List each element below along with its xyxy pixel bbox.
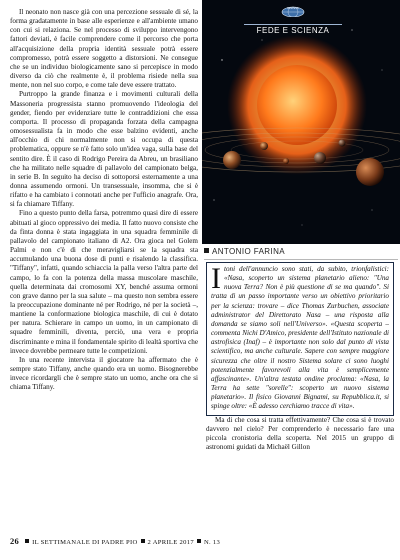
planet bbox=[223, 151, 241, 169]
banner-rule bbox=[244, 24, 342, 25]
drop-cap: I bbox=[211, 262, 221, 295]
page-footer bbox=[10, 536, 390, 548]
issue-date: 2 APRILE 2017 bbox=[147, 539, 194, 546]
planet bbox=[314, 152, 326, 164]
footer-square-icon bbox=[25, 539, 29, 543]
left-paragraph-3: Fino a questo punto della farsa, potremmo quasi dire di essere abituati al gioco oppressivo dei media. Il fatto nuovo consiste che da finta donna è stata ingaggiata in una squadra femminile di pallavolo del campionato italiano di A2. Ora gioca nel Golem Palmi e non c'è di che meravigliarsi se la squadra sta accumulando una buona dose di punti e risalendo la classifica. "Tiffany", infatti, quando schiaccia la palla verso l'altra parte del campo, lo fa con la potenza della massa muscolare maschile, quella determinata dai cromosomi XY, benché assuma ormoni con grave danno per la sua salute – ma questo non sembra essere la preoccupazione dominante né per Rodrigo, né per la società –, mantiene la conformazione biologica maschile, di cui è dotato per natura. Schierare in campo un uomo, in un campionato di squadre femminili, diventa, perciò, una vera e propria discriminante e mina il fondamentale spirito di lealtà sportiva che invece dovrebbe permeare tutte le competizioni. bbox=[10, 209, 198, 355]
planet bbox=[339, 140, 346, 147]
lead-box bbox=[206, 262, 394, 416]
publication-name: IL SETTIMANALE DI PADRE PIO bbox=[32, 539, 138, 546]
banner-small-label: RIVISTA bbox=[287, 6, 299, 10]
byline-square-icon bbox=[204, 248, 209, 253]
left-paragraph-4: In una recente intervista il giocatore ha affermato che è sempre stato Tiffany, anche quando era un uomo. Bisognerebbe invece ricordargli che è sempre stato un uomo, anche ora che si chiama Tiffany. bbox=[10, 355, 198, 392]
right-article-column bbox=[206, 262, 394, 532]
lead-paragraph bbox=[211, 262, 389, 412]
footer-square-icon bbox=[141, 539, 145, 543]
lead-text: toni dell'annuncio sono stati, da subito, trionfalistici: «Nasa, scoperto un sistema planetario alieno: "Una nuova Terra? Non è più questione di se ma quando". Si tratta di un passo importante verso un obiettivo prioritario per la scienza: trovare – dice Thomas Zurbuchen, associate administrator del Direttorato Nasa – una risposta alla domanda se siamo soli nell'Universo». «Questa scoperta – commenta Nichi D'Amico, presidente dell'Istituto nazionale di astrofisica (Inaf) – è importante non solo dal punto di vista scientifico, ma anche culturale. Sapere con sempre maggiore sicurezza che oltre il nostro Sistema solare ci sono luoghi potenzialmente favorevoli alla vita è semplicemente affascinante». Un'altra testata ondine proclama: «Nasa, la Terra ha sette "sorelle": scoperto un nuovo sistema planetario». Il fisico Giovanni Bignami, su Repubblica.it, si spinge oltre: «È adesso cerchiamo tracce di vita». bbox=[211, 265, 389, 411]
author-name: ANTONIO FARINA bbox=[212, 247, 286, 256]
planet bbox=[283, 158, 289, 164]
issue-number: N. 13 bbox=[203, 539, 221, 546]
body-paragraph: Ma di che cosa si tratta effettivamente? Che cosa si è trovato davvero nel cielo? Per comprenderlo è necessario fare una piccola cronistoria della scoperta. Nel 2015 un gruppo di astronomi guidati da Michaël Gillon bbox=[206, 415, 394, 451]
planet bbox=[356, 158, 384, 186]
planetary-system-illustration bbox=[202, 0, 400, 244]
left-article-column bbox=[10, 8, 198, 530]
left-paragraph-2: Purtroppo la grande finanza e i movimenti culturali della Massoneria progressista stanno promuovendo l'ideologia del gender, fiendo per evidenziare tutte le contraddizioni che essa comporta. Il processo di propaganda forzata della campagna omosessualista fa in modo che esse balzino evidenti, anche all'occhio di chi normalmente non si occupa di questa problematica, oppure se n'è fatto solo un'idea vaga, sulla base del sentito dire. È il caso di Rodrigo Pereira da Abreu, un brasiliano che ha militato nelle squadre di pallavolo del campionato belga, in serie B. In seguito ha deciso di sottoporsi esternamente a una donna assumendo ormoni. Un transessuale, insomma, che si è rifatto e ha cambiato i connotati anche per l'ufficio anagrafe. Ora, si fa chiamare Tiffany. bbox=[10, 90, 198, 209]
section-banner bbox=[230, 4, 356, 35]
section-rubric: FEDE E SCIENZA bbox=[256, 26, 330, 35]
planet bbox=[260, 142, 268, 150]
author-byline bbox=[204, 247, 398, 260]
space-scene bbox=[202, 0, 400, 244]
page-number: 26 bbox=[10, 536, 20, 546]
globe-logo-icon bbox=[276, 5, 310, 17]
footer-square-icon bbox=[197, 539, 201, 543]
left-paragraph-1: Il neonato non nasce già con una percezione sessuale di sé, la forma gradatamente in base alle esperienze e all'ambiente umano con cui si relaziona. Se nel processo di sviluppo intervengono fattori deviati, è facile comprendere come il percorso che porta all'acquisizione della propria identità sessuale potrà essere compromesso, potrà essere soggetto a distorsioni. Ne consegue che se un individuo biologicamente sano si percepisce in modo diverso da ciò che realmente è, il problema risiede nella sua mente, non nel suo corpo, e come tale deve essere trattato. bbox=[10, 8, 198, 90]
